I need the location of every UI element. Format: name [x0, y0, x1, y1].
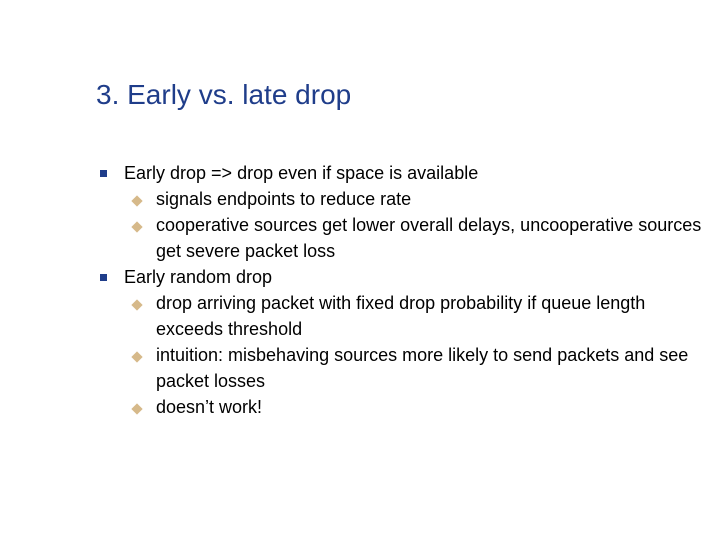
diamond-bullet-icon: [131, 299, 142, 310]
diamond-bullet-icon: [131, 351, 142, 362]
square-bullet-icon: [100, 170, 107, 177]
bullet-list: [96, 160, 706, 420]
sub-bullet-item: [96, 290, 706, 342]
square-bullet-icon: [100, 274, 107, 281]
diamond-bullet-icon: [131, 195, 142, 206]
sub-bullet-item: [96, 394, 706, 420]
diamond-bullet-icon: [131, 403, 142, 414]
sub-bullet-item: [96, 342, 706, 394]
bullet-text: Early random drop: [124, 267, 273, 287]
bullet-item: [96, 264, 706, 290]
sub-bullet-text: doesn’t work!: [156, 397, 263, 417]
sub-bullet-text: intuition: misbehaving sources more likely to send packets and see packet losses: [156, 345, 689, 391]
sub-bullet-list: [96, 186, 706, 264]
sub-bullet-item: [96, 186, 706, 212]
sub-bullet-list: [96, 290, 706, 420]
sub-bullet-text: signals endpoints to reduce rate: [156, 189, 412, 209]
sub-bullet-text: drop arriving packet with fixed drop probability if queue length exceeds threshold: [156, 293, 646, 339]
diamond-bullet-icon: [131, 221, 142, 232]
sub-bullet-text: cooperative sources get lower overall delays, uncooperative sources get severe packet loss: [156, 215, 702, 261]
bullet-text: Early drop => drop even if space is available: [124, 163, 479, 183]
sub-bullet-item: [96, 212, 706, 264]
bullet-item: [96, 160, 706, 186]
slide-title: 3. Early vs. late drop: [96, 79, 352, 110]
